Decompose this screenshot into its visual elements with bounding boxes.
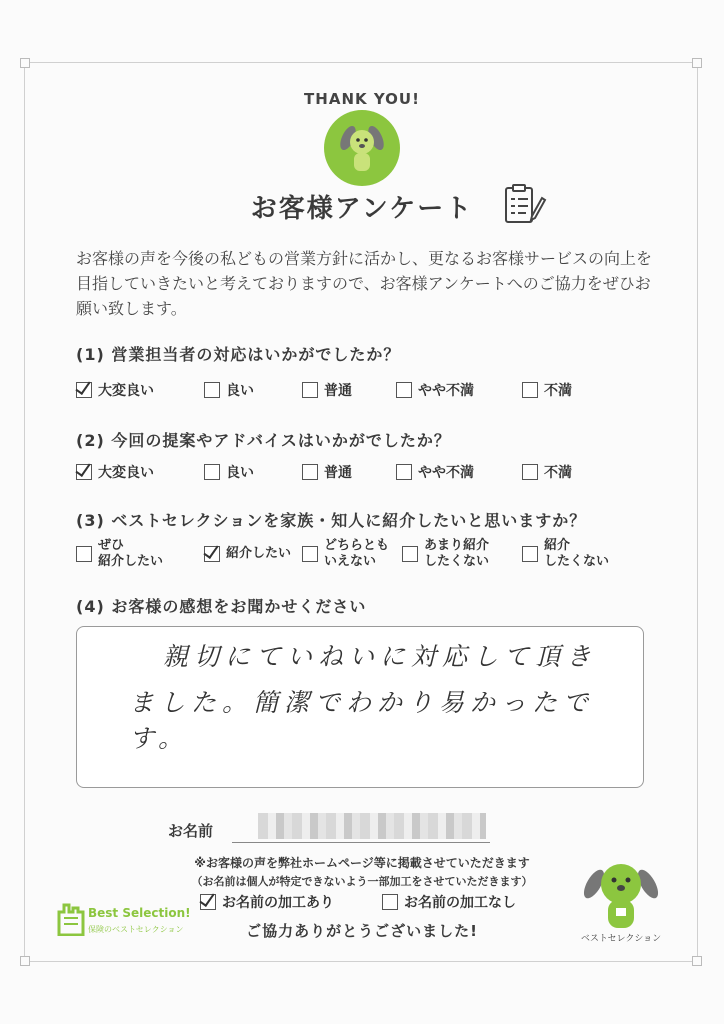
crop-mark [20, 58, 30, 68]
checkbox[interactable] [522, 382, 538, 398]
question-1-options [76, 380, 636, 420]
comment-textarea[interactable] [76, 626, 644, 788]
thank-you-text: THANK YOU! [304, 90, 420, 108]
checkbox[interactable] [396, 464, 412, 480]
checkbox[interactable] [522, 546, 538, 562]
handwritten-comment-line-1: 親切にていねいに対応して頂き [163, 642, 598, 671]
redacted-name [258, 813, 486, 839]
option-q3-2[interactable]: 紹介したい [204, 546, 291, 562]
handwritten-comment-line-2: ました。簡潔でわかり易かったです。 [129, 688, 595, 753]
checkbox[interactable] [204, 464, 220, 480]
name-label: お名前 [168, 822, 214, 840]
question-2: (2) 今回の提案やアドバイスはいかがでしたか？ [76, 431, 451, 450]
notice-line-1: ※お客様の声を弊社ホームページ等に掲載させていただきます [194, 856, 530, 870]
crop-mark [692, 956, 702, 966]
checkbox[interactable] [402, 546, 418, 562]
mascot-dog-icon [580, 860, 662, 932]
option-q2-3[interactable]: 普通 [302, 462, 352, 482]
option-q1-2[interactable]: 良い [204, 380, 254, 400]
intro-text: お客様の声を今後の私どもの営業方針に活かし、更なるお客様サービスの向上を目指していきたいと考えておりますので、お客様アンケートへのご協力をぜひお願い致します。 [76, 249, 653, 318]
checkbox[interactable] [76, 464, 92, 480]
option-q2-5[interactable]: 不満 [522, 462, 572, 482]
checkbox[interactable] [200, 894, 216, 910]
option-q3-1[interactable]: ぜひ 紹介したい [76, 538, 163, 570]
checkbox[interactable] [382, 894, 398, 910]
option-q2-4[interactable]: やや不満 [396, 462, 474, 482]
checkbox[interactable] [76, 546, 92, 562]
option-q3-3[interactable]: どちらとも いえない [302, 538, 389, 570]
checkbox[interactable] [204, 546, 220, 562]
name-field[interactable] [232, 842, 490, 843]
option-q3-5[interactable]: 紹介 したくない [522, 538, 609, 570]
mascot-dog-icon [322, 108, 402, 188]
brand-subtitle: 保険のベストセレクション [88, 925, 184, 934]
option-q3-4[interactable]: あまり紹介 したくない [402, 538, 489, 570]
mascot-caption: ベストセレクション [580, 934, 662, 944]
question-4: (4) お客様の感想をお聞かせください [76, 597, 367, 616]
checkbox[interactable] [76, 382, 92, 398]
name-processing-options [200, 890, 560, 914]
option-q1-5[interactable]: 不満 [522, 380, 572, 400]
option-name-processing-yes[interactable]: お名前の加工あり [200, 892, 334, 912]
option-q1-4[interactable]: やや不満 [396, 380, 474, 400]
question-3: (3) ベストセレクションを家族・知人に紹介したいと思いますか？ [76, 511, 587, 530]
clipboard-icon [502, 182, 548, 228]
option-q1-3[interactable]: 普通 [302, 380, 352, 400]
option-q2-2[interactable]: 良い [204, 462, 254, 482]
brand-name: Best Selection! [88, 906, 191, 920]
notice-line-2: （お名前は個人が特定できないよう一部加工をさせていただきます） [191, 875, 533, 888]
best-selection-logo-icon [56, 902, 86, 936]
question-3-options [76, 538, 636, 578]
question-2-options [76, 462, 636, 502]
crop-mark [20, 956, 30, 966]
checkbox[interactable] [204, 382, 220, 398]
checkbox[interactable] [522, 464, 538, 480]
page-title: お客様アンケート [250, 194, 474, 224]
option-q2-1[interactable]: 大変良い [76, 462, 154, 482]
option-q1-1[interactable]: 大変良い [76, 380, 154, 400]
crop-mark [692, 58, 702, 68]
checkbox[interactable] [396, 382, 412, 398]
closing-message: ご協力ありがとうございました! [246, 922, 478, 940]
option-name-processing-no[interactable]: お名前の加工なし [382, 892, 516, 912]
checkbox[interactable] [302, 546, 318, 562]
checkbox[interactable] [302, 464, 318, 480]
checkbox[interactable] [302, 382, 318, 398]
question-1: (1) 営業担当者の対応はいかがでしたか？ [76, 345, 401, 364]
